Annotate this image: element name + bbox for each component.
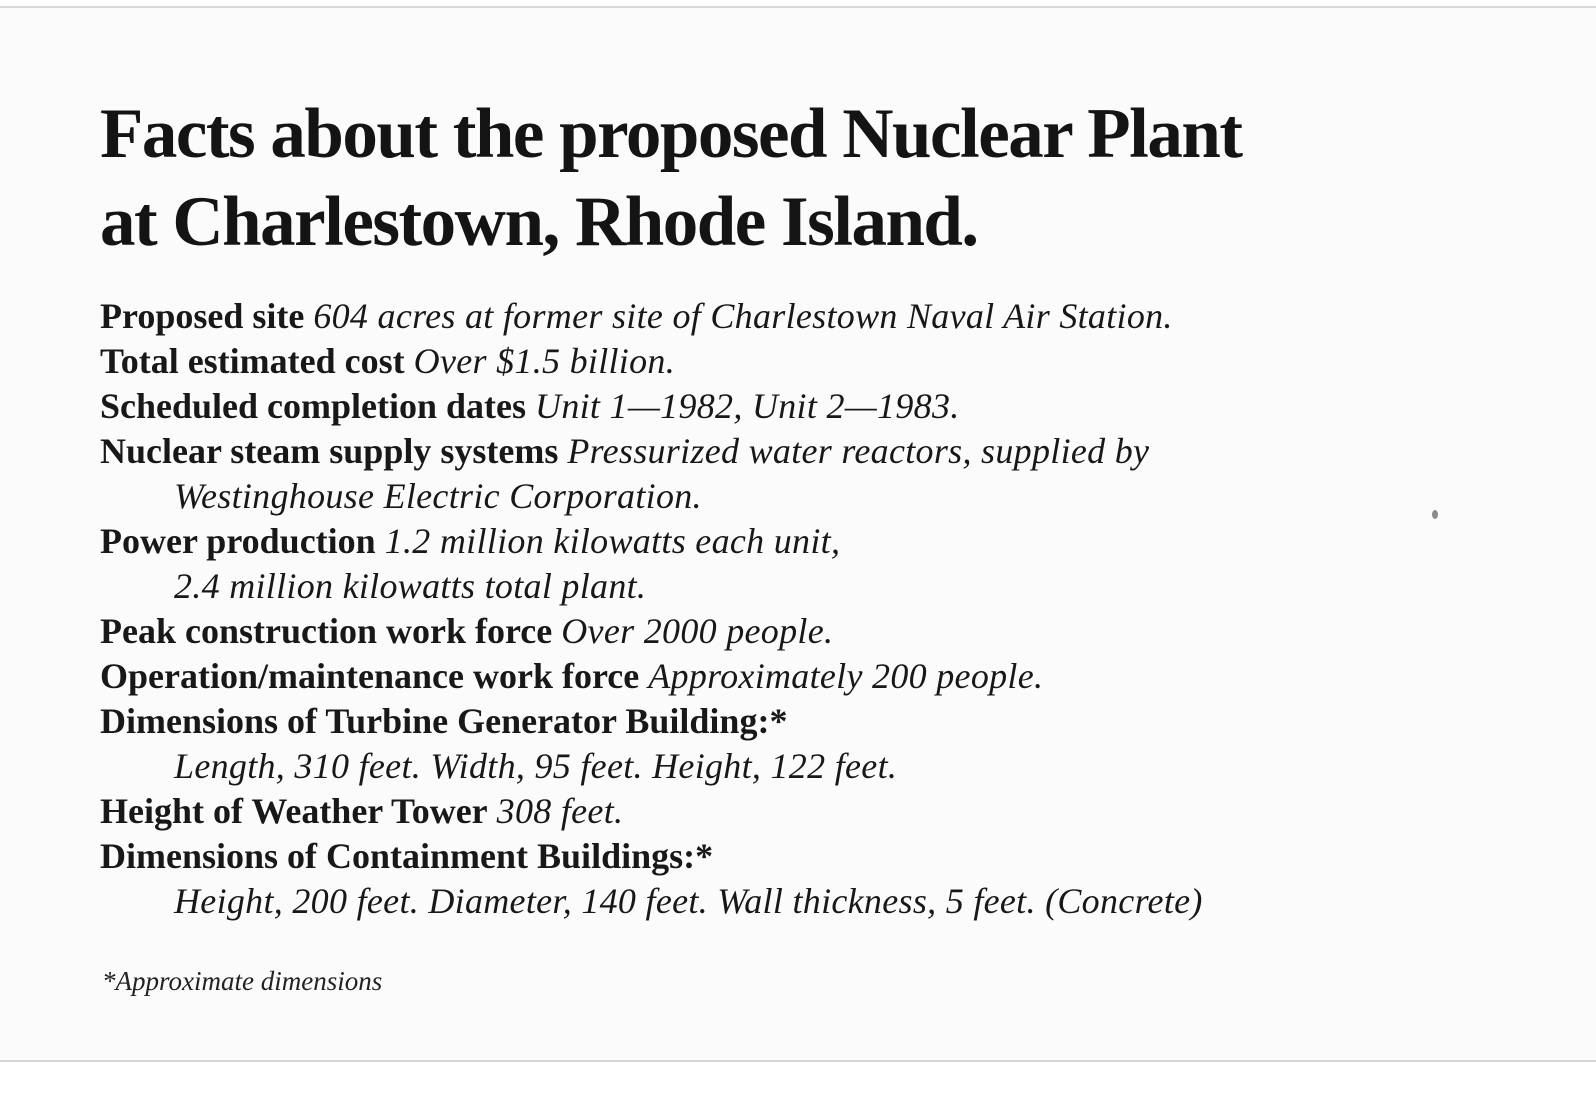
fact-label: Nuclear steam supply systems <box>100 431 559 471</box>
fact-operation-work-force <box>100 654 1540 699</box>
fact-label: Power production <box>100 521 376 561</box>
facts-list <box>100 294 1540 924</box>
fact-completion-dates <box>100 384 1540 429</box>
fact-value-continued: 2.4 million kilowatts total plant. <box>174 566 647 606</box>
fact-total-estimated-cost <box>100 339 1540 384</box>
fact-value: Over 2000 people. <box>561 611 834 651</box>
fact-label: Total estimated cost <box>100 341 405 381</box>
fact-value: Pressurized water reactors, supplied by <box>567 431 1150 471</box>
headline-line-2: at Charlestown, Rhode Island. <box>100 183 978 261</box>
fact-value: Unit 1—1982, Unit 2—1983. <box>535 386 960 426</box>
fact-label: Proposed site <box>100 296 305 336</box>
fact-value: Approximately 200 people. <box>648 656 1044 696</box>
fact-peak-construction-work-force <box>100 609 1540 654</box>
fact-label: Scheduled completion dates <box>100 386 527 426</box>
fact-value: Over $1.5 billion. <box>413 341 676 381</box>
fact-turbine-building-dimensions <box>100 699 1540 789</box>
footnote: *Approximate dimensions <box>102 966 383 996</box>
fact-value: 604 acres at former site of Charlestown Naval Air Station. <box>313 296 1173 336</box>
fact-containment-building-dimensions <box>100 834 1540 924</box>
fact-value: 1.2 million kilowatts each unit, <box>384 521 841 561</box>
fact-power-production <box>100 519 1540 609</box>
paper-speck <box>1432 510 1438 519</box>
fact-label: Operation/maintenance work force <box>100 656 640 696</box>
fact-label: Peak construction work force <box>100 611 553 651</box>
fact-weather-tower-height <box>100 789 1540 834</box>
headline <box>100 90 1540 266</box>
headline-line-1: Facts about the proposed Nuclear Plant <box>100 95 1242 173</box>
fact-value-continued: Height, 200 feet. Diameter, 140 feet. Wall thickness, 5 feet. (Concrete) <box>174 881 1203 921</box>
fact-value-continued: Length, 310 feet. Width, 95 feet. Height, 122 feet. <box>174 746 898 786</box>
document-page <box>0 6 1596 1062</box>
fact-steam-supply-systems <box>100 429 1540 519</box>
fact-value-continued: Westinghouse Electric Corporation. <box>174 476 702 516</box>
fact-label: Height of Weather Tower <box>100 791 488 831</box>
fact-proposed-site <box>100 294 1540 339</box>
fact-label: Dimensions of Containment Buildings:* <box>100 836 714 876</box>
fact-label: Dimensions of Turbine Generator Building:* <box>100 701 788 741</box>
fact-value: 308 feet. <box>496 791 624 831</box>
